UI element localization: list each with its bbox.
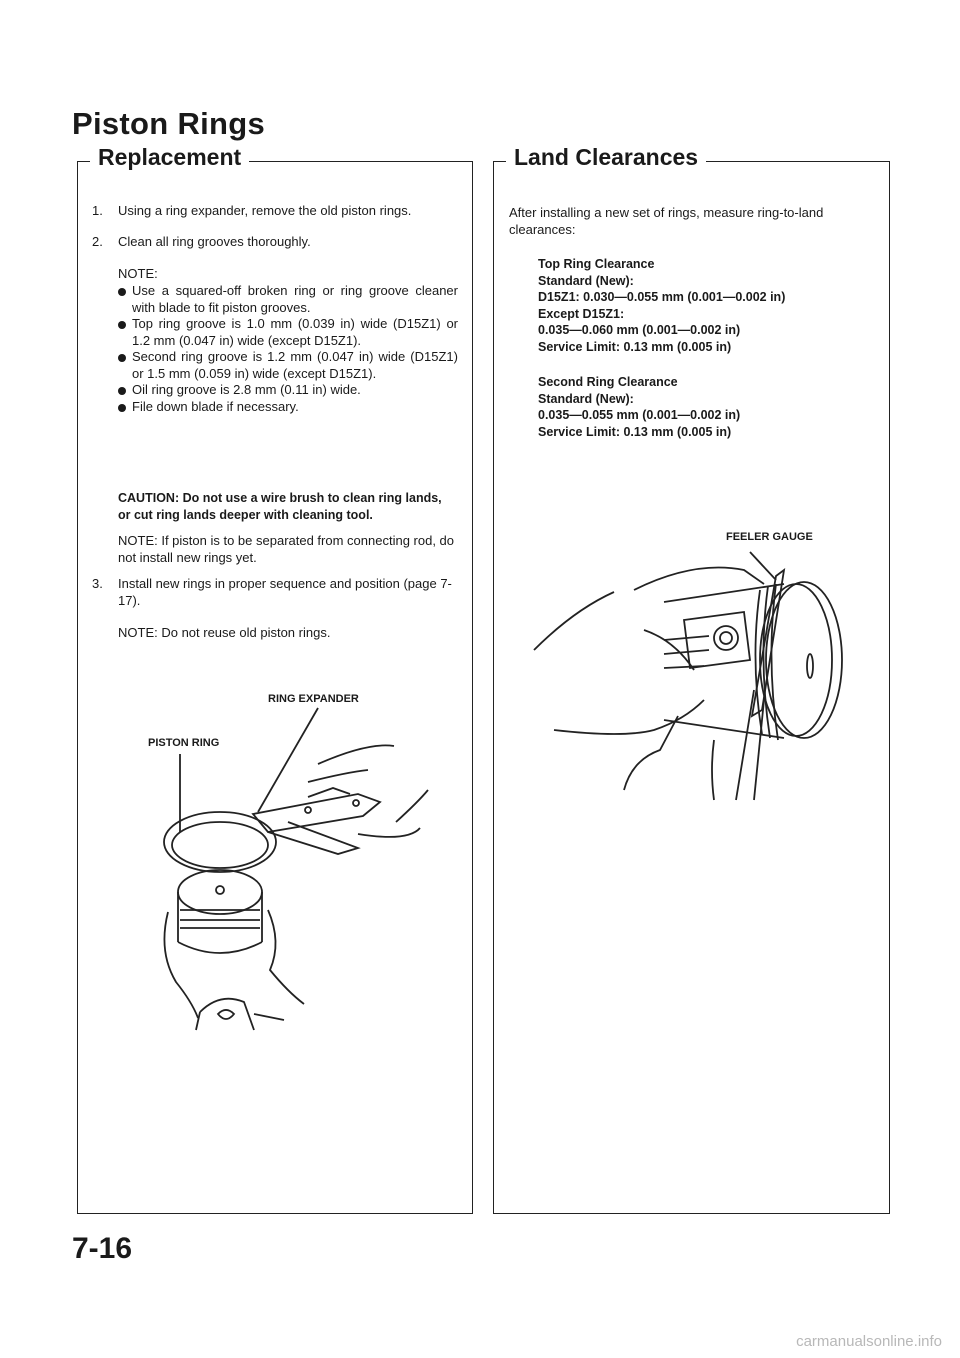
ring-expander-label: RING EXPANDER — [268, 693, 359, 705]
spec-line: Service Limit: 0.13 mm (0.005 in) — [538, 339, 732, 354]
step-2-number: 2. — [92, 234, 103, 249]
spec-line: Standard (New): — [538, 273, 634, 288]
spec-line: Top Ring Clearance — [538, 257, 655, 271]
ring-expander-illustration — [158, 702, 438, 1032]
spec-line: Second Ring Clearance — [538, 375, 678, 389]
spec-line: 0.035—0.060 mm (0.001—0.002 in) — [538, 323, 741, 337]
bullet-item: Top ring groove is 1.0 mm (0.039 in) wide (D15Z1) or 1.2 mm (0.047 in) wide (except D15Z1). — [118, 316, 458, 349]
bullet-item: Second ring groove is 1.2 mm (0.047 in) wide (D15Z1) or 1.5 mm (0.059 in) wide (except D15Z1). — [118, 349, 458, 382]
watermark: carmanualsonline.info — [796, 1333, 942, 1350]
page-number: 7-16 — [72, 1232, 133, 1265]
replacement-section — [77, 144, 473, 1214]
step-1-text: Using a ring expander, remove the old piston rings. — [118, 203, 412, 218]
second-ring-clearance-spec — [538, 374, 868, 440]
piston-ring-label: PISTON RING — [148, 737, 220, 749]
step-2-text: Clean all ring grooves thoroughly. — [118, 234, 311, 249]
note-2-text: NOTE: If piston is to be separated from connecting rod, do not install new rings yet. — [118, 533, 455, 565]
step-3-text: Install new rings in proper sequence and position (page 7-17). — [118, 576, 452, 608]
spec-line: Service Limit: 0.13 mm (0.005 in) — [538, 424, 732, 439]
land-clearances-section — [493, 144, 890, 1214]
top-ring-clearance-spec — [538, 256, 868, 355]
replacement-heading: Replacement — [90, 144, 249, 171]
bullet-item: File down blade if necessary. — [118, 399, 458, 416]
spec-line: Standard (New): — [538, 391, 634, 406]
note-label: NOTE: — [118, 266, 158, 281]
page-title: Piston Rings — [72, 106, 266, 141]
feeler-gauge-label: FEELER GAUGE — [726, 531, 813, 543]
feeler-gauge-illustration — [514, 550, 864, 800]
land-clearances-heading: Land Clearances — [506, 144, 706, 171]
spec-line: Except D15Z1: — [538, 306, 625, 321]
spec-line: 0.035—0.055 mm (0.001—0.002 in) — [538, 408, 741, 422]
caution-text: CAUTION: Do not use a wire brush to clean ring lands, or cut ring lands deeper with cleaning tool. — [118, 491, 442, 522]
spec-line: D15Z1: 0.030—0.055 mm (0.001—0.002 in) — [538, 290, 786, 304]
bullet-item: Use a squared-off broken ring or ring groove cleaner with blade to fit piston grooves. — [118, 283, 458, 316]
note-3-text: NOTE: Do not reuse old piston rings. — [118, 625, 331, 640]
step-3-number: 3. — [92, 576, 103, 591]
land-clearances-intro: After installing a new set of rings, measure ring-to-land clearances: — [509, 205, 824, 237]
bullet-item: Oil ring groove is 2.8 mm (0.11 in) wide. — [118, 382, 458, 399]
step-1-number: 1. — [92, 203, 103, 218]
note-bullet-list — [118, 283, 458, 415]
